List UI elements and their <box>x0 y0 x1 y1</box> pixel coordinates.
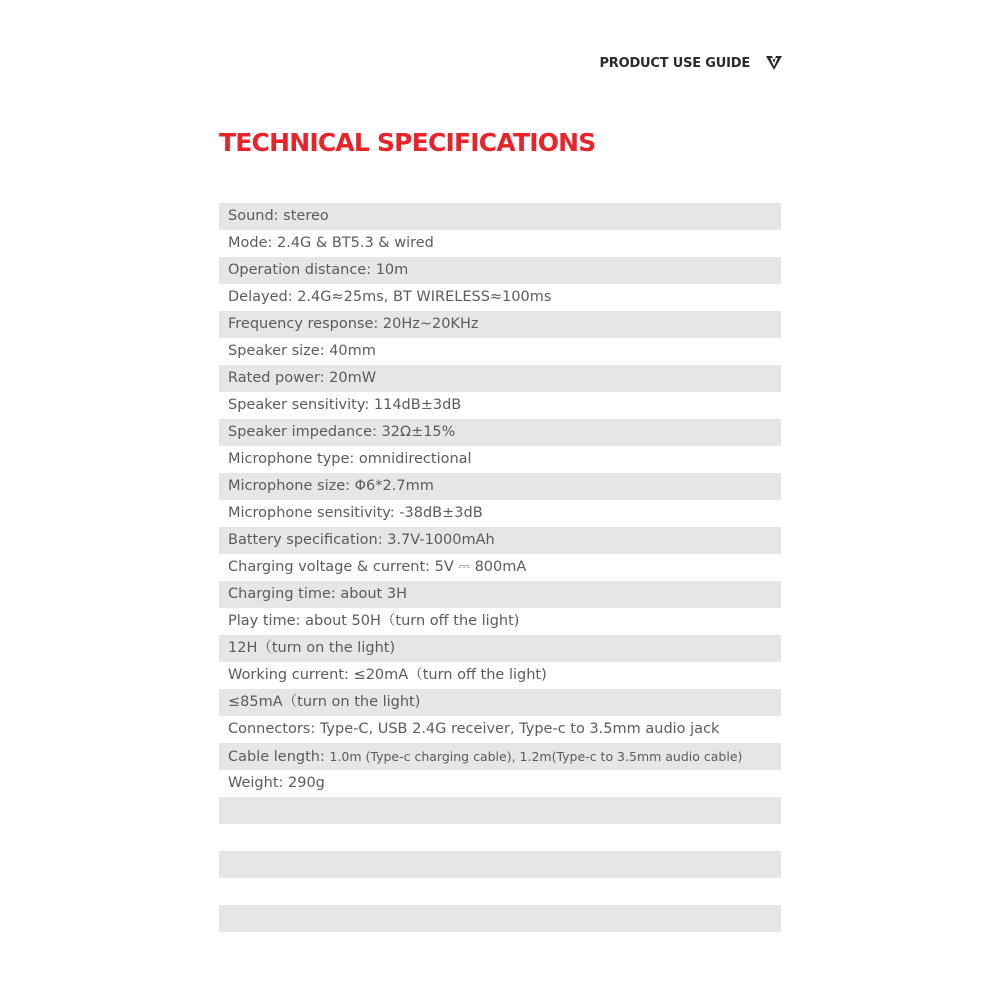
spec-row <box>219 689 781 716</box>
spec-row <box>219 743 781 770</box>
spec-row <box>219 905 781 932</box>
page-title: TECHNICAL SPECIFICATIONS <box>219 128 596 157</box>
spec-label: Speaker impedance: 32Ω±15% <box>228 424 456 440</box>
spec-row <box>219 419 781 446</box>
spec-row <box>219 284 781 311</box>
spec-label: Play time: about 50H（turn off the light) <box>228 613 520 629</box>
spec-table <box>219 203 781 959</box>
spec-label: Operation distance: 10m <box>228 262 409 278</box>
spec-label: Charging time: about 3H <box>228 586 407 602</box>
spec-label: Mode: 2.4G & BT5.3 & wired <box>228 235 434 251</box>
spec-label: Cable length: <box>228 749 330 765</box>
spec-label: Weight: 290g <box>228 775 325 791</box>
spec-label: Frequency response: 20Hz~20KHz <box>228 316 479 332</box>
spec-label: Connectors: Type-C, USB 2.4G receiver, Type-c to 3.5mm audio jack <box>228 721 720 737</box>
page-header <box>560 52 782 74</box>
product-use-guide-label: PRODUCT USE GUIDE <box>599 55 750 71</box>
spec-row <box>219 338 781 365</box>
spec-row <box>219 473 781 500</box>
spec-row <box>219 716 781 743</box>
spec-detail: 1.0m (Type-c charging cable), 1.2m(Type-c to 3.5mm audio cable) <box>329 749 743 764</box>
spec-label: Microphone type: omnidirectional <box>228 451 472 467</box>
spec-label: Sound: stereo <box>228 208 329 224</box>
spec-label: Battery specification: 3.7V-1000mAh <box>228 532 495 548</box>
spec-row <box>219 635 781 662</box>
spec-label: ≤85mA（turn on the light) <box>228 694 421 710</box>
brand-logo-icon <box>766 56 782 70</box>
spec-row <box>219 878 781 905</box>
spec-label: Microphone sensitivity: -38dB±3dB <box>228 505 483 521</box>
spec-row <box>219 824 781 851</box>
spec-label: Speaker sensitivity: 114dB±3dB <box>228 397 462 413</box>
spec-label: Delayed: 2.4G≈25ms, BT WIRELESS≈100ms <box>228 289 552 305</box>
spec-row <box>219 446 781 473</box>
spec-row <box>219 230 781 257</box>
spec-row <box>219 581 781 608</box>
spec-label: Working current: ≤20mA（turn off the light) <box>228 667 547 683</box>
spec-row <box>219 797 781 824</box>
spec-label: Speaker size: 40mm <box>228 343 376 359</box>
spec-row <box>219 392 781 419</box>
spec-row <box>219 554 781 581</box>
spec-row <box>219 932 781 959</box>
spec-row <box>219 311 781 338</box>
spec-row <box>219 365 781 392</box>
spec-label: Microphone size: Φ6*2.7mm <box>228 478 434 494</box>
spec-row <box>219 527 781 554</box>
spec-row <box>219 608 781 635</box>
spec-label: 12H（turn on the light) <box>228 640 396 656</box>
spec-label: Rated power: 20mW <box>228 370 377 386</box>
spec-row <box>219 500 781 527</box>
spec-row <box>219 851 781 878</box>
spec-label: Charging voltage & current: 5V ⎓ 800mA <box>228 559 527 575</box>
spec-row <box>219 203 781 230</box>
spec-row <box>219 662 781 689</box>
spec-row <box>219 770 781 797</box>
spec-row <box>219 257 781 284</box>
